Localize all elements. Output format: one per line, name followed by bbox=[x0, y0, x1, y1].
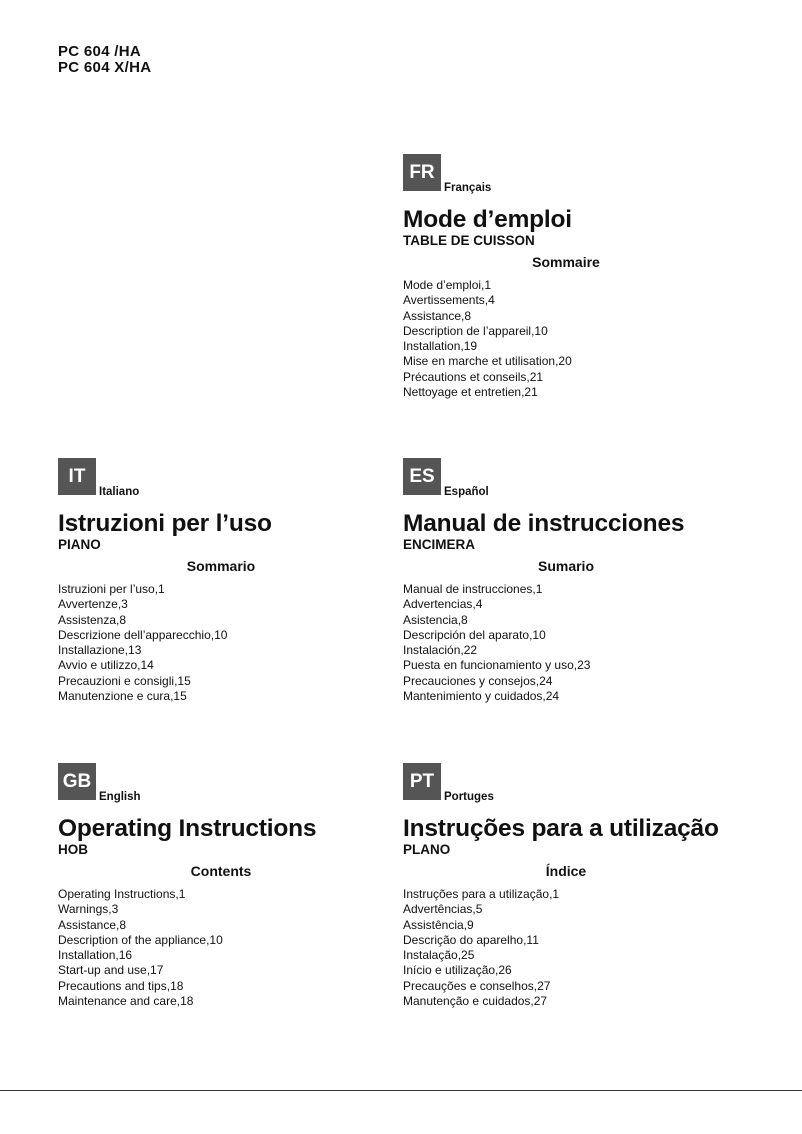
toc-item: Installation,16 bbox=[58, 948, 133, 963]
language-code-badge: FR bbox=[403, 154, 441, 191]
toc-item: Instruções para a utilização,1 bbox=[403, 887, 560, 901]
toc-item: Asistencia,8 bbox=[403, 612, 468, 627]
toc-item: Warnings,3 bbox=[58, 902, 119, 917]
toc-item: Mode d’emploi,1 bbox=[403, 278, 492, 292]
section-title: Operating Instructions bbox=[58, 815, 317, 842]
toc-item: Operating Instructions,1 bbox=[58, 887, 186, 901]
toc-item: Manutenção e cuidados,27 bbox=[403, 994, 548, 1009]
toc-item: Avertissements,4 bbox=[403, 293, 495, 308]
section-subtitle: PLANO bbox=[403, 842, 451, 857]
toc-item: Assistance,8 bbox=[403, 308, 472, 323]
model-numbers bbox=[58, 44, 151, 76]
language-name: English bbox=[99, 791, 141, 803]
model-number: PC 604 /HA bbox=[58, 43, 142, 60]
toc-item: Descrizione dell’apparecchio,10 bbox=[58, 627, 228, 642]
toc-item: Descripción del aparato,10 bbox=[403, 627, 546, 642]
section-title: Manual de instrucciones bbox=[403, 510, 685, 537]
toc-item: Precautions and tips,18 bbox=[58, 978, 184, 993]
section-title: Istruzioni per l’uso bbox=[58, 510, 272, 537]
toc-item: Manual de instrucciones,1 bbox=[403, 582, 543, 596]
section-subtitle: ENCIMERA bbox=[403, 537, 476, 552]
toc-item: Instalação,25 bbox=[403, 948, 475, 963]
language-name: Italiano bbox=[99, 486, 140, 498]
toc-item: Assistance,8 bbox=[58, 917, 127, 932]
toc-heading: Sommaire bbox=[532, 254, 600, 270]
toc-item: Mise en marche et utilisation,20 bbox=[403, 354, 572, 369]
toc-item: Início e utilização,26 bbox=[403, 963, 512, 978]
toc-item: Description of the appliance,10 bbox=[58, 932, 223, 947]
section-subtitle: HOB bbox=[58, 842, 88, 857]
toc-list bbox=[58, 887, 418, 1009]
toc-heading: Sumario bbox=[537, 558, 594, 574]
toc-item: Start-up and use,17 bbox=[58, 963, 164, 978]
language-name: Français bbox=[444, 182, 492, 194]
toc-item: Precauções e conselhos,27 bbox=[403, 978, 551, 993]
section-title: Instruções para a utilização bbox=[403, 815, 719, 842]
toc-item: Nettoyage et entretien,21 bbox=[403, 385, 538, 400]
toc-item: Installation,19 bbox=[403, 339, 478, 354]
language-code-badge: PT bbox=[403, 763, 441, 800]
toc-item: Precauciones y consejos,24 bbox=[403, 673, 553, 688]
toc-item: Advertências,5 bbox=[403, 902, 483, 917]
toc-item: Instalación,22 bbox=[403, 643, 478, 658]
section-gb bbox=[58, 763, 418, 1009]
toc-item: Advertencias,4 bbox=[403, 597, 483, 612]
page-divider bbox=[0, 1090, 802, 1091]
toc-heading: Sommario bbox=[186, 558, 256, 574]
toc-item: Mantenimiento y cuidados,24 bbox=[403, 689, 560, 704]
toc-item: Assistenza,8 bbox=[58, 612, 127, 627]
section-pt bbox=[403, 763, 763, 1009]
toc-list bbox=[403, 582, 763, 704]
toc-list bbox=[58, 582, 418, 704]
toc-item: Précautions et conseils,21 bbox=[403, 369, 544, 384]
language-name: Español bbox=[444, 486, 489, 498]
language-name: Portuges bbox=[444, 791, 494, 803]
toc-heading: Índice bbox=[545, 863, 587, 879]
section-title: Mode d’emploi bbox=[403, 206, 572, 233]
toc-heading: Contents bbox=[190, 863, 252, 879]
toc-list bbox=[403, 278, 763, 400]
toc-item: Installazione,13 bbox=[58, 643, 142, 658]
toc-item: Maintenance and care,18 bbox=[58, 994, 194, 1009]
section-subtitle: TABLE DE CUISSON bbox=[403, 233, 535, 248]
section-fr bbox=[403, 154, 763, 400]
language-code-badge: ES bbox=[403, 458, 441, 495]
toc-item: Descrição do aparelho,11 bbox=[403, 932, 539, 947]
language-code-badge: GB bbox=[58, 763, 96, 800]
toc-item: Puesta en funcionamiento y uso,23 bbox=[403, 658, 591, 673]
toc-item: Manutenzione e cura,15 bbox=[58, 689, 187, 704]
toc-item: Description de l’appareil,10 bbox=[403, 323, 548, 338]
section-it bbox=[58, 458, 418, 704]
toc-item: Istruzioni per l’uso,1 bbox=[58, 582, 165, 596]
model-number: PC 604 X/HA bbox=[58, 59, 152, 76]
section-subtitle: PIANO bbox=[58, 537, 101, 552]
toc-item: Avvio e utilizzo,14 bbox=[58, 658, 154, 673]
toc-list bbox=[403, 887, 763, 1009]
toc-item: Avvertenze,3 bbox=[58, 597, 128, 612]
toc-item: Assistência,9 bbox=[403, 917, 474, 932]
language-code-badge: IT bbox=[58, 458, 96, 495]
toc-item: Precauzioni e consigli,15 bbox=[58, 673, 191, 688]
section-es bbox=[403, 458, 763, 704]
